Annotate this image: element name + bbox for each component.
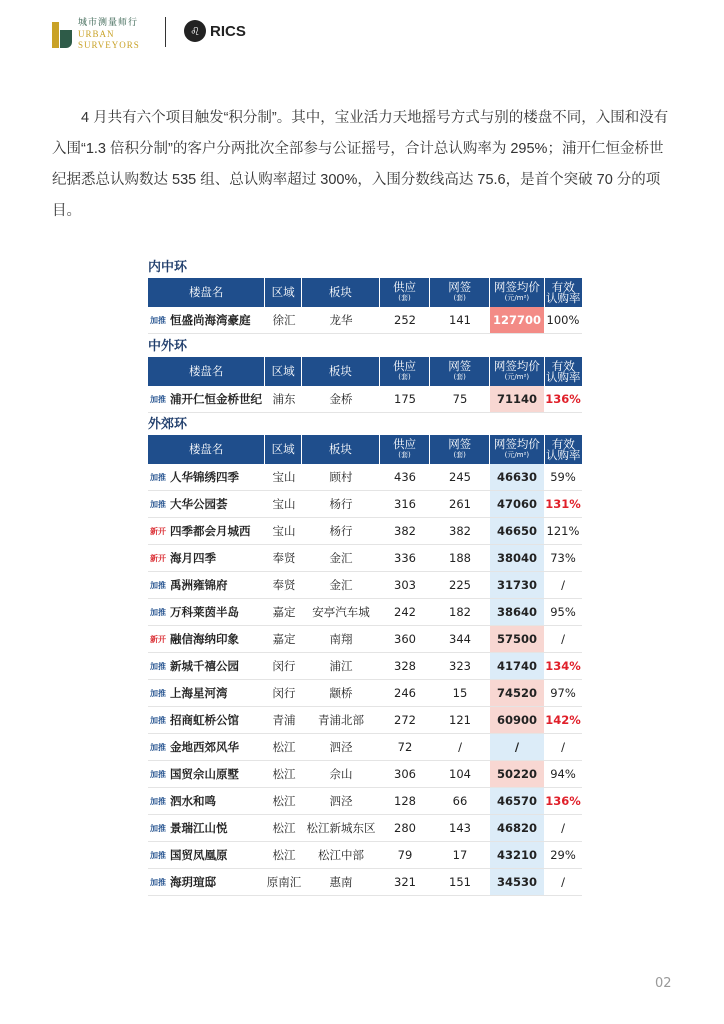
- signed-cell: /: [458, 740, 462, 754]
- table-row: [148, 761, 582, 788]
- project-name: 泗水和鸣: [170, 794, 216, 808]
- project-name-cell: [148, 680, 266, 706]
- district-cell: 浦东: [272, 392, 296, 406]
- status-badge: 加推: [150, 661, 166, 671]
- signed-cell: 188: [449, 551, 471, 565]
- header-cell: [430, 435, 490, 464]
- header-sublabel: (元/m²): [504, 450, 530, 459]
- section-title: 中外环: [148, 339, 188, 354]
- header-cell: [380, 435, 430, 464]
- price-cell: 127700: [490, 307, 544, 333]
- header-label: 供应: [392, 358, 416, 373]
- project-name-cell: [148, 788, 266, 814]
- header-cell: [490, 357, 544, 386]
- supply-cell: 252: [394, 313, 416, 327]
- status-badge: 加推: [150, 877, 166, 887]
- logo-en-text-2: SURVEYORS: [78, 40, 140, 50]
- price-cell: 38640: [490, 599, 544, 625]
- section-table-1: [148, 258, 582, 334]
- supply-cell: 272: [394, 713, 416, 727]
- status-badge: 加推: [150, 394, 166, 404]
- project-name-cell: [148, 626, 266, 652]
- header-sublabel: (套): [398, 372, 411, 381]
- header-sublabel: (元/m²): [504, 372, 530, 381]
- block-cell: 杨行: [329, 497, 353, 511]
- header-label: 供应: [392, 436, 416, 451]
- project-name-cell: [148, 869, 266, 895]
- supply-cell: 328: [394, 659, 416, 673]
- header-label: 区域: [271, 442, 295, 456]
- header-cell: [545, 278, 582, 307]
- table-row: [148, 842, 582, 869]
- header-sublabel: (套): [453, 372, 466, 381]
- header-sublabel: 认购率: [546, 290, 581, 305]
- section-title: 外郊环: [148, 417, 188, 432]
- intro-paragraph: [52, 103, 670, 227]
- header-cell: [265, 357, 302, 386]
- block-cell: 浦江: [329, 659, 353, 673]
- header-label: 供应: [392, 279, 416, 294]
- price-cell: 34530: [490, 869, 544, 895]
- project-name: 景瑞江山悦: [170, 821, 228, 835]
- project-name: 融信海纳印象: [170, 632, 239, 646]
- rate-cell: 142%: [545, 713, 581, 727]
- rics-logo: [184, 20, 246, 42]
- block-cell: 青浦北部: [318, 713, 364, 727]
- signed-cell: 75: [452, 392, 468, 406]
- table-row: [148, 626, 582, 653]
- header-label: 网签: [448, 436, 472, 451]
- rate-cell: /: [561, 875, 565, 889]
- supply-cell: 246: [394, 686, 416, 700]
- header-label: 区域: [271, 285, 295, 299]
- table-row: [148, 464, 582, 491]
- status-badge: 新开: [150, 634, 166, 644]
- supply-cell: 360: [394, 632, 416, 646]
- project-name: 人华锦绣四季: [170, 470, 239, 484]
- signed-cell: 151: [449, 875, 471, 889]
- supply-cell: 128: [394, 794, 416, 808]
- project-name: 浦开仁恒金桥世纪: [170, 392, 262, 406]
- table-row: [148, 518, 582, 545]
- header-cell: [545, 357, 582, 386]
- logo-cn-text: 城市测量师行: [78, 18, 139, 28]
- header-cell: [302, 435, 380, 464]
- project-name-cell: [148, 307, 266, 333]
- table-row: [148, 869, 582, 896]
- supply-cell: 280: [394, 821, 416, 835]
- signed-cell: 15: [452, 686, 468, 700]
- header-cell: [302, 357, 380, 386]
- rate-cell: 59%: [550, 470, 576, 484]
- block-cell: 南翔: [329, 632, 353, 646]
- price-cell: 46570: [490, 788, 544, 814]
- rate-cell: 131%: [545, 497, 581, 511]
- rate-cell: 136%: [545, 794, 581, 808]
- signed-cell: 323: [449, 659, 471, 673]
- table-row: [148, 386, 582, 413]
- rate-cell: 100%: [546, 313, 580, 327]
- price-cell: 38040: [490, 545, 544, 571]
- rate-cell: /: [561, 578, 565, 592]
- supply-cell: 242: [394, 605, 416, 619]
- table-row: [148, 680, 582, 707]
- header-label: 区域: [271, 364, 295, 378]
- header-sublabel: 认购率: [546, 369, 581, 384]
- project-name-cell: [148, 842, 266, 868]
- rate-cell: 73%: [550, 551, 576, 565]
- block-cell: 泗泾: [329, 740, 353, 754]
- status-badge: 加推: [150, 823, 166, 833]
- supply-cell: 175: [394, 392, 416, 406]
- header-cell: [148, 357, 265, 386]
- price-cell: 31730: [490, 572, 544, 598]
- price-cell: 57500: [490, 626, 544, 652]
- header-label: 楼盘名: [188, 442, 224, 456]
- block-cell: 颛桥: [329, 686, 353, 700]
- project-name-cell: [148, 464, 266, 490]
- status-badge: 加推: [150, 580, 166, 590]
- project-name: 四季都会月城西: [170, 524, 251, 538]
- district-cell: 嘉定: [272, 632, 296, 646]
- supply-cell: 316: [394, 497, 416, 511]
- block-cell: 泗泾: [329, 794, 353, 808]
- project-name-cell: [148, 386, 266, 412]
- header-label: 楼盘名: [188, 285, 224, 299]
- district-cell: 宝山: [272, 470, 296, 484]
- paragraph-text: 4 月共有六个项目触发“积分制”。其中，宝业活力天地摇号方式与别的楼盘不同，入围和没有入围“1.3 倍积分制”的客户分两批次全部参与公证摇号，合计总认购率为 295%；浦开仁恒金桥世纪据悉总认购数达 535 组、总认购率超过 300%，入围分数线高达 75.6，是首个突破 70 分的项目。: [52, 110, 669, 219]
- table-row: [148, 707, 582, 734]
- header-sublabel: (套): [398, 293, 411, 302]
- header-label: 楼盘名: [188, 364, 224, 378]
- price-cell: 60900: [490, 707, 544, 733]
- block-cell: 松江中部: [318, 848, 364, 862]
- supply-cell: 336: [394, 551, 416, 565]
- status-badge: 新开: [150, 553, 166, 563]
- table-row: [148, 653, 582, 680]
- project-name: 招商虹桥公馆: [170, 713, 239, 727]
- header-cell: [490, 435, 544, 464]
- block-cell: 佘山: [329, 767, 353, 781]
- project-name-cell: [148, 653, 266, 679]
- price-cell: /: [490, 734, 544, 760]
- supply-cell: 303: [394, 578, 416, 592]
- block-cell: 顾村: [329, 470, 353, 484]
- signed-cell: 261: [449, 497, 471, 511]
- project-name: 万科莱茵半岛: [170, 605, 239, 619]
- price-cell: 50220: [490, 761, 544, 787]
- project-name-cell: [148, 491, 266, 517]
- lion-icon: ♌: [184, 20, 206, 42]
- header-cell: [380, 357, 430, 386]
- project-name-cell: [148, 572, 266, 598]
- table-header: [148, 435, 582, 464]
- header-cell: [380, 278, 430, 307]
- header-label: 板块: [328, 364, 352, 378]
- header-cell: [490, 278, 544, 307]
- header-cell: [148, 278, 265, 307]
- status-badge: 加推: [150, 742, 166, 752]
- table-row: [148, 572, 582, 599]
- status-badge: 加推: [150, 472, 166, 482]
- table-row: [148, 491, 582, 518]
- supply-cell: 72: [397, 740, 413, 754]
- table-row: [148, 545, 582, 572]
- table-row: [148, 815, 582, 842]
- project-name: 国贸凤凰原: [170, 848, 228, 862]
- section-title: 内中环: [148, 260, 188, 275]
- section-table-3: [148, 415, 582, 896]
- supply-cell: 79: [397, 848, 413, 862]
- signed-cell: 225: [449, 578, 471, 592]
- header-sublabel: (套): [453, 293, 466, 302]
- project-name-cell: [148, 707, 266, 733]
- header-sublabel: 认购率: [546, 447, 581, 462]
- price-cell: 47060: [490, 491, 544, 517]
- supply-cell: 321: [394, 875, 416, 889]
- header-label: 网签均价: [493, 279, 540, 294]
- project-name: 大华公园荟: [170, 497, 228, 511]
- status-badge: 加推: [150, 607, 166, 617]
- status-badge: 加推: [150, 688, 166, 698]
- status-badge: 加推: [150, 796, 166, 806]
- urban-surveyors-logo: [52, 18, 140, 51]
- project-name-cell: [148, 734, 266, 760]
- district-cell: 宝山: [272, 497, 296, 511]
- rate-cell: 136%: [545, 392, 581, 406]
- rate-cell: 29%: [550, 848, 576, 862]
- signed-cell: 182: [449, 605, 471, 619]
- rics-text: RICS: [210, 22, 246, 40]
- project-name-cell: [148, 599, 266, 625]
- signed-cell: 382: [449, 524, 471, 538]
- urban-logo-icon: [52, 22, 72, 48]
- signed-cell: 66: [452, 794, 468, 808]
- header-label: 网签: [448, 279, 472, 294]
- header-label: 有效: [551, 358, 575, 373]
- signed-cell: 104: [449, 767, 471, 781]
- table-row: [148, 599, 582, 626]
- signed-cell: 143: [449, 821, 471, 835]
- district-cell: 闵行: [272, 686, 296, 700]
- district-cell: 奉贤: [272, 551, 296, 565]
- project-name-cell: [148, 761, 266, 787]
- block-cell: 金汇: [329, 551, 353, 565]
- district-cell: 松江: [272, 740, 296, 754]
- district-cell: 徐汇: [272, 313, 296, 327]
- status-badge: 加推: [150, 499, 166, 509]
- header-divider: [165, 17, 166, 47]
- project-name: 禹洲雍锦府: [170, 578, 228, 592]
- rate-cell: 94%: [550, 767, 576, 781]
- header-sublabel: (元/m²): [504, 293, 530, 302]
- price-cell: 43210: [490, 842, 544, 868]
- table-row: [148, 788, 582, 815]
- rate-cell: /: [561, 632, 565, 646]
- district-cell: 原南汇: [266, 875, 302, 889]
- signed-cell: 245: [449, 470, 471, 484]
- signed-cell: 141: [449, 313, 471, 327]
- header-sublabel: (套): [398, 450, 411, 459]
- project-name-cell: [148, 815, 266, 841]
- district-cell: 松江: [272, 821, 296, 835]
- district-cell: 宝山: [272, 524, 296, 538]
- project-name: 海月四季: [170, 551, 216, 565]
- page-number: 02: [655, 976, 672, 991]
- status-badge: 加推: [150, 715, 166, 725]
- price-cell: 74520: [490, 680, 544, 706]
- table-header: [148, 357, 582, 386]
- table-header: [148, 278, 582, 307]
- price-cell: 46630: [490, 464, 544, 490]
- header-label: 有效: [551, 279, 575, 294]
- block-cell: 金汇: [329, 578, 353, 592]
- project-name: 恒盛尚海湾豪庭: [170, 313, 251, 327]
- header-label: 网签: [448, 358, 472, 373]
- rate-cell: 121%: [546, 524, 580, 538]
- district-cell: 奉贤: [272, 578, 296, 592]
- price-cell: 71140: [490, 386, 544, 412]
- status-badge: 新开: [150, 526, 166, 536]
- header-cell: [545, 435, 582, 464]
- header-cell: [302, 278, 380, 307]
- project-name: 国贸佘山原墅: [170, 767, 239, 781]
- price-cell: 46650: [490, 518, 544, 544]
- rate-cell: 95%: [550, 605, 576, 619]
- rate-cell: 97%: [550, 686, 576, 700]
- supply-cell: 306: [394, 767, 416, 781]
- header-cell: [265, 435, 302, 464]
- district-cell: 嘉定: [272, 605, 296, 619]
- signed-cell: 17: [452, 848, 468, 862]
- block-cell: 惠南: [329, 875, 353, 889]
- table-row: [148, 307, 582, 334]
- project-name: 新城千禧公园: [170, 659, 239, 673]
- district-cell: 闵行: [272, 659, 296, 673]
- block-cell: 松江新城东区: [306, 821, 376, 835]
- header-label: 板块: [328, 442, 352, 456]
- block-cell: 杨行: [329, 524, 353, 538]
- rate-cell: /: [561, 821, 565, 835]
- supply-cell: 436: [394, 470, 416, 484]
- project-name: 金地西郊风华: [170, 740, 239, 754]
- price-cell: 41740: [490, 653, 544, 679]
- status-badge: 加推: [150, 315, 166, 325]
- supply-cell: 382: [394, 524, 416, 538]
- block-cell: 龙华: [329, 313, 353, 327]
- header-cell: [148, 435, 265, 464]
- block-cell: 金桥: [329, 392, 353, 406]
- header-label: 板块: [328, 285, 352, 299]
- header-label: 有效: [551, 436, 575, 451]
- project-name-cell: [148, 518, 266, 544]
- header-cell: [430, 278, 490, 307]
- section-table-2: [148, 337, 582, 413]
- header-cell: [265, 278, 302, 307]
- header-sublabel: (套): [453, 450, 466, 459]
- price-cell: 46820: [490, 815, 544, 841]
- project-name: 上海星河湾: [170, 686, 228, 700]
- signed-cell: 344: [449, 632, 471, 646]
- block-cell: 安亭汽车城: [312, 605, 370, 619]
- header-cell: [430, 357, 490, 386]
- district-cell: 松江: [272, 794, 296, 808]
- project-name-cell: [148, 545, 266, 571]
- district-cell: 松江: [272, 767, 296, 781]
- rate-cell: 134%: [545, 659, 581, 673]
- table-row: [148, 734, 582, 761]
- district-cell: 青浦: [272, 713, 296, 727]
- header-label: 网签均价: [493, 436, 540, 451]
- rate-cell: /: [561, 740, 565, 754]
- status-badge: 加推: [150, 769, 166, 779]
- status-badge: 加推: [150, 850, 166, 860]
- logo-en-text-1: URBAN: [78, 29, 115, 39]
- signed-cell: 121: [449, 713, 471, 727]
- header-label: 网签均价: [493, 358, 540, 373]
- district-cell: 松江: [272, 848, 296, 862]
- project-name: 海玥瑄邸: [170, 875, 216, 889]
